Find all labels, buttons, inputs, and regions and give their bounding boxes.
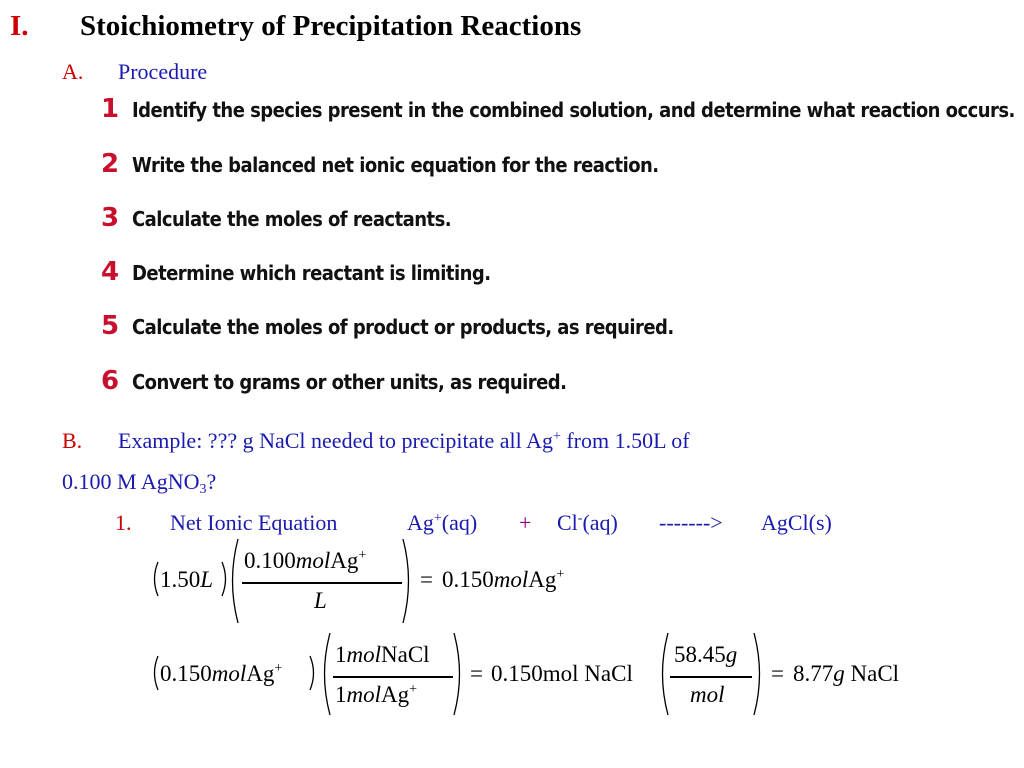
section-number: I. [10, 10, 29, 42]
open-paren-large-icon [318, 632, 332, 716]
net-ionic-product: AgCl(s) [761, 510, 832, 535]
step-text-2: Write the balanced net ionic equation for the reaction. [132, 153, 659, 177]
eq2-final-species: NaCl [850, 661, 900, 686]
example-line-2-pre: 0.100 M AgNO [62, 469, 200, 494]
eq2-final-unit: g [833, 661, 845, 686]
eq2-f2-den-unit: mol [690, 682, 725, 707]
net-ionic-cl [557, 510, 618, 536]
step-number-2: 2 [100, 149, 120, 179]
eq2-start-value: 0.150 [160, 661, 212, 686]
step-text-5: Calculate the moles of product or products, as required. [132, 315, 674, 339]
section-a-letter: A. [62, 59, 84, 84]
eq2-f2-num-unit: g [725, 642, 738, 667]
step-text-3: Calculate the moles of reactants. [132, 207, 452, 231]
net-ionic-ag [407, 510, 477, 536]
ag-charge: + [433, 511, 442, 526]
eq1-start [160, 567, 213, 593]
open-paren-large-icon [656, 632, 670, 716]
open-paren-large-icon [226, 538, 240, 624]
open-paren-small-icon [150, 655, 160, 691]
step-number-3: 3 [100, 203, 120, 233]
eq1-start-unit: L [200, 567, 214, 592]
ag-symbol: Ag [407, 510, 434, 535]
eq2-start-species: Ag [246, 661, 275, 686]
example-line-1-pre: Example: ??? g NaCl needed to precipitate all Ag [118, 428, 553, 453]
eq2-f1-den-value: 1 [335, 682, 347, 707]
eq1-result-charge: + [556, 567, 565, 582]
ag-state: (aq) [441, 510, 478, 535]
eq2-f1-den-species: Ag [381, 682, 410, 707]
example-line-2 [62, 469, 216, 495]
eq2-start-charge: + [274, 661, 283, 676]
step-text-1: Identify the species present in the combined solution, and determine what reaction occurs. [132, 98, 1015, 122]
step-number-1: 1 [100, 94, 120, 124]
eq1-num-value: 0.100 [244, 548, 296, 573]
eq1-equals: = [420, 567, 433, 592]
close-paren-large-icon [452, 632, 466, 716]
example-line-1-post: from 1.50L of [560, 428, 690, 453]
section-a-title: Procedure [118, 59, 208, 84]
eq2-f1-numerator [335, 642, 430, 668]
eq1-frac-denominator [314, 588, 327, 614]
eq2-final-value: 8.77 [793, 661, 834, 686]
reaction-arrow: -------> [659, 510, 723, 535]
example-line-2-sub: 3 [199, 482, 207, 497]
eq1-den-unit: L [314, 588, 327, 613]
eq2-final [793, 661, 899, 687]
eq1-num-mol: mol [295, 548, 331, 573]
eq1-frac-numerator [244, 548, 366, 574]
eq2-f1-den-charge: + [409, 682, 418, 697]
eq1-fraction-bar [242, 582, 402, 584]
eq2-start [160, 661, 282, 687]
plus-sign: + [519, 510, 532, 535]
cl-state: (aq) [582, 510, 618, 535]
eq2-f2-fraction-bar [670, 676, 752, 678]
close-paren-large-icon [752, 632, 766, 716]
step-text-4: Determine which reactant is limiting. [132, 261, 491, 285]
cl-symbol: Cl [557, 510, 578, 535]
close-paren-small-icon [308, 655, 318, 691]
open-paren-small-icon [150, 561, 160, 597]
eq1-result [442, 567, 564, 593]
eq2-f2-numerator [674, 642, 737, 668]
step-number-6: 6 [100, 366, 120, 396]
example-line-2-post: ? [206, 469, 217, 494]
example-line-1 [118, 428, 690, 454]
page-title: Stoichiometry of Precipitation Reactions [80, 10, 582, 42]
net-ionic-number: 1. [115, 510, 132, 535]
eq2-f2-num-value: 58.45 [674, 642, 726, 667]
net-ionic-label: Net Ionic Equation [170, 510, 338, 535]
eq2-f1-num-mol: mol [346, 642, 381, 667]
eq2-mid-result: 0.150mol NaCl [491, 661, 633, 686]
step-number-4: 4 [100, 257, 120, 287]
eq2-start-mol: mol [211, 661, 247, 686]
eq2-f1-denominator [335, 682, 417, 708]
eq1-result-value: 0.150 [442, 567, 494, 592]
step-text-6: Convert to grams or other units, as required. [132, 370, 567, 394]
eq1-start-value: 1.50 [160, 567, 201, 592]
eq2-f1-num-value: 1 [335, 642, 347, 667]
eq2-f1-fraction-bar [333, 676, 453, 678]
example-line-1-sup: + [552, 429, 561, 444]
close-paren-large-icon [401, 538, 415, 624]
eq1-num-species: Ag [330, 548, 359, 573]
eq2-f2-denominator [690, 682, 725, 708]
eq1-result-mol: mol [493, 567, 529, 592]
eq1-result-species: Ag [528, 567, 557, 592]
eq2-f1-den-mol: mol [346, 682, 381, 707]
eq2-equals-2: = [771, 661, 784, 686]
step-number-5: 5 [100, 311, 120, 341]
eq2-f1-num-species: NaCl [381, 642, 430, 667]
eq1-num-charge: + [358, 548, 367, 563]
cl-charge: - [577, 511, 583, 526]
eq2-equals-1: = [470, 661, 483, 686]
section-b-letter: B. [62, 428, 83, 453]
